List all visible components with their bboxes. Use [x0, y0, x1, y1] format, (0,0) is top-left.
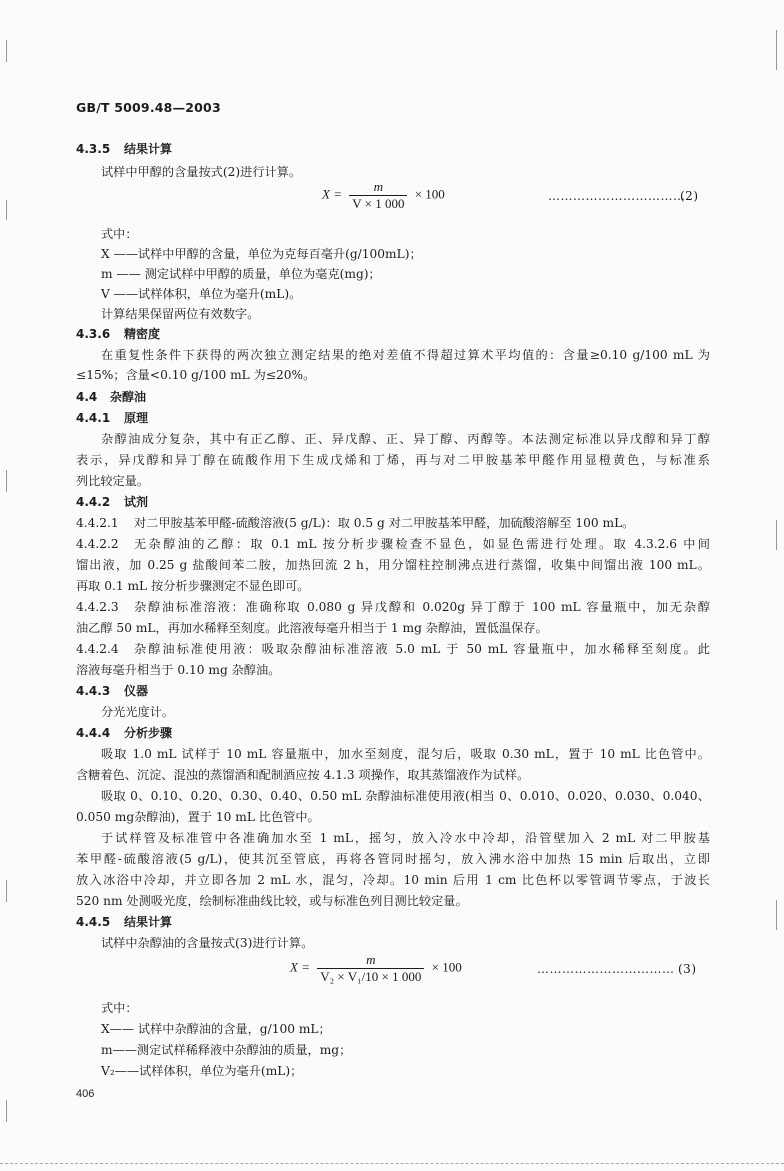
paragraph-line: 于试样管及标准管中各准确加水至 1 mL，摇匀，放入冷水中冷却，沿管壁加入 2 mL 对二甲胺基	[101, 831, 710, 845]
variable-definition: V₂——试样体积，单位为毫升(mL)；	[101, 1064, 303, 1078]
section-title: 原理	[124, 411, 149, 425]
equation-numerator: m	[349, 180, 407, 196]
paragraph-line: 无杂醇油的乙醇：取 0.1 mL 按分析步骤检查不显色，如显色需进行处理。取 4.3.2.6 中间	[134, 537, 710, 551]
variable-definition: m —— 测定试样中甲醇的质量，单位为毫克(mg)；	[101, 267, 381, 281]
variable-definition: m——测定试样稀释液中杂醇油的质量，mg；	[101, 1043, 352, 1057]
scan-margin-mark	[776, 900, 777, 930]
clause-number: 4.4.2.2	[76, 537, 119, 551]
paragraph-line: 馏出液，加 0.25 g 盐酸间苯二胺，加热回流 2 h，用分馏柱控制沸点进行蒸馏，收集中间馏出液 100 mL。	[76, 558, 710, 572]
equation-label: (3)	[678, 962, 697, 976]
equation-fraction	[349, 180, 407, 211]
section-number: 4.3.6	[76, 327, 111, 341]
section-title: 分析步骤	[124, 726, 173, 740]
clause-number: 4.4.2.3	[76, 600, 119, 614]
scan-margin-mark	[6, 880, 7, 902]
paragraph: 试样中杂醇油的含量按式(3)进行计算。	[101, 936, 314, 950]
paragraph-line: 表示，异戊醇和异丁醇在硫酸作用下生成戊烯和丁烯，再与对二甲胺基苯甲醛作用显橙黄色，与标准系	[76, 453, 710, 467]
variable-definition: V ——试样体积，单位为毫升(mL)。	[101, 287, 302, 301]
paragraph-line: 列比较定量。	[76, 474, 150, 488]
equation-leader-dots: ……………………………	[548, 189, 686, 203]
clause-number: 4.4.2.1	[76, 516, 119, 530]
equation-leader-dots: ……………………………	[537, 962, 675, 976]
paragraph-line: 杂醇油成分复杂，其中有正乙醇、正、异戊醇、正、异丁醇、丙醇等。本法测定标准以异戊醇和异丁醇	[101, 432, 710, 446]
paragraph-line: 再取 0.1 mL 按分析步骤测定不显色即可。	[76, 579, 310, 593]
section-title: 结果计算	[124, 915, 173, 929]
scan-margin-mark	[776, 30, 777, 70]
scan-margin-mark	[776, 520, 777, 550]
paragraph-line: ≤15%；含量<0.10 g/100 mL 为≤20%。	[76, 368, 316, 382]
paragraph: 试样中甲醇的含量按式(2)进行计算。	[101, 165, 302, 179]
scan-bottom-edge	[0, 1163, 784, 1165]
scan-margin-mark	[6, 470, 7, 492]
section-title: 杂醇油	[110, 390, 147, 404]
equation-denominator: V × 1 000	[352, 196, 405, 211]
section-title: 试剂	[124, 495, 149, 509]
paragraph-line: 0.050 mg杂醇油)，置于 10 mL 比色管中。	[76, 810, 320, 824]
section-number: 4.4.4	[76, 726, 111, 740]
variable-definition: X ——试样中甲醇的含量，单位为克每百毫升(g/100mL)；	[101, 247, 422, 261]
page-number: 406	[76, 1088, 95, 1100]
paragraph-line: 含糖着色、沉淀、混浊的蒸馏酒和配制酒应按 4.1.3 项操作，取其蒸馏液作为试样。	[76, 768, 530, 782]
paragraph-line: 杂醇油标准溶液：准确称取 0.080 g 异戊醇和 0.020g 异丁醇于 100 mL 容量瓶中，加无杂醇	[134, 600, 710, 614]
paragraph-line: 放入冰浴中冷却，并立即各加 2 mL 水，混匀，冷却。10 min 后用 1 cm 比色杯以零管调节零点，于波长	[76, 873, 710, 887]
clause-number: 4.4.2.4	[76, 642, 119, 656]
paragraph-line: 杂醇油标准使用液：吸取杂醇油标准溶液 5.0 mL 于 50 mL 容量瓶中，加水稀释至刻度。此	[134, 642, 710, 656]
section-number: 4.4.3	[76, 684, 111, 698]
paragraph-line: 苯甲醛-硫酸溶液(5 g/L)，使其沉至管底，再将各管同时摇匀，放入沸水浴中加热 15 min 后取出，立即	[76, 852, 710, 866]
where-lead: 式中：	[101, 1001, 138, 1015]
section-number: 4.3.5	[76, 142, 111, 156]
section-number: 4.4	[76, 390, 98, 404]
scan-margin-mark	[6, 40, 7, 62]
equation-lhs: X =	[290, 959, 310, 975]
equation-fraction	[317, 953, 424, 984]
section-title: 仪器	[124, 684, 149, 698]
paragraph-line: 溶液每毫升相当于 0.10 mg 杂醇油。	[76, 663, 281, 677]
equation-2	[322, 180, 445, 211]
scan-margin-mark	[6, 200, 7, 220]
equation-lhs: X =	[322, 186, 342, 202]
equation-tail: × 100	[431, 959, 462, 975]
section-title: 结果计算	[124, 142, 173, 156]
scan-margin-mark	[6, 1100, 7, 1122]
equation-tail: × 100	[414, 186, 445, 202]
standard-code: GB/T 5009.48—2003	[76, 100, 221, 115]
paragraph: 计算结果保留两位有效数字。	[101, 307, 260, 321]
section-number: 4.4.5	[76, 915, 111, 929]
section-number: 4.4.2	[76, 495, 111, 509]
variable-definition: X—— 试样中杂醇油的含量，g/100 mL；	[101, 1022, 331, 1036]
paragraph: 分光光度计。	[101, 705, 175, 719]
equation-3	[290, 953, 462, 984]
equation-label: (2)	[680, 189, 699, 203]
equation-denominator: V₂ × V₁/10 × 1 000	[320, 969, 422, 984]
paragraph-line: 520 nm 处测吸光度，绘制标准曲线比较，或与标准色列目测比较定量。	[76, 894, 468, 908]
paragraph-line: 对二甲胺基苯甲醛-硫酸溶液(5 g/L)：取 0.5 g 对二甲胺基苯甲醛，加硫酸溶解至 100 mL。	[134, 516, 635, 530]
equation-numerator: m	[317, 953, 424, 969]
section-title: 精密度	[124, 327, 161, 341]
paragraph-line: 在重复性条件下获得的两次独立测定结果的绝对差值不得超过算术平均值的：含量≥0.10 g/100 mL 为	[101, 348, 710, 362]
where-lead: 式中：	[101, 227, 138, 241]
paragraph-line: 吸取 0、0.10、0.20、0.30、0.40、0.50 mL 杂醇油标准使用液(相当 0、0.010、0.020、0.030、0.040、	[101, 789, 710, 803]
paragraph-line: 吸取 1.0 mL 试样于 10 mL 容量瓶中，加水至刻度，混匀后，吸取 0.30 mL，置于 10 mL 比色管中。	[101, 747, 710, 761]
section-number: 4.4.1	[76, 411, 111, 425]
paragraph-line: 油乙醇 50 mL，再加水稀释至刻度。此溶液每毫升相当于 1 mg 杂醇油，置低温保存。	[76, 621, 548, 635]
